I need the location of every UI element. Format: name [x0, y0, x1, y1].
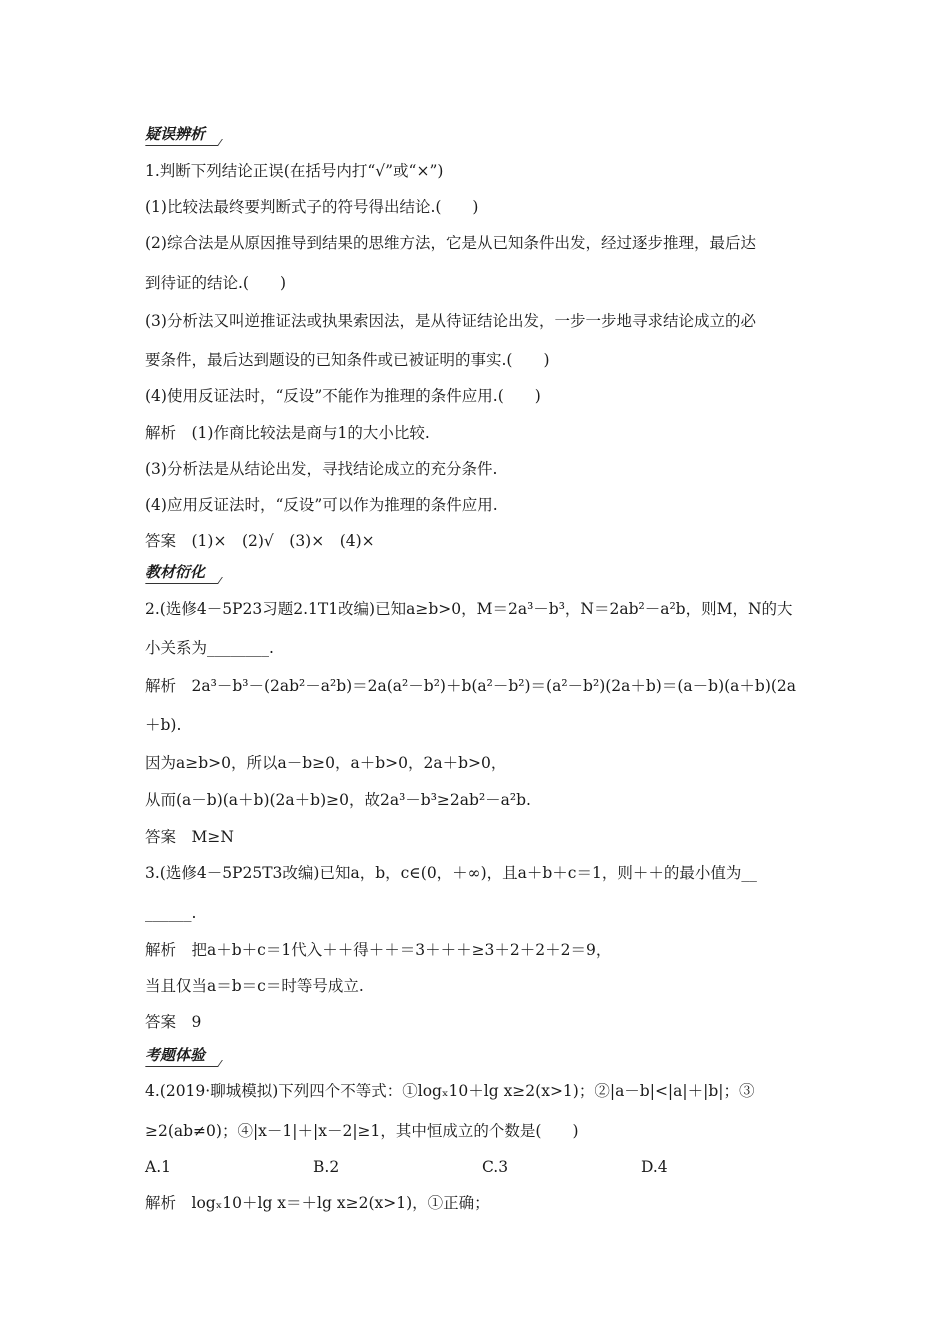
analysis-2-derivation-end: ＋b). [145, 716, 182, 734]
option-d: D.4 [641, 1158, 668, 1176]
heading-underline-decoration [145, 139, 223, 146]
statement-3-continued: 要条件，最后达到题设的已知条件或已被证明的事实.( ) [145, 351, 550, 369]
question-2-blank: 小关系为________. [145, 639, 274, 657]
analysis-4-start: 解析 logₓ10＋lg x＝＋lg x≥2(x>1)，①正确； [145, 1194, 490, 1212]
answer-1: 答案 (1)× (2)√ (3)× (4)× [145, 532, 375, 550]
analysis-3: (3)分析法是从结论出发，寻找结论成立的充分条件. [145, 460, 498, 478]
analysis-1: 解析 (1)作商比较法是商与1的大小比较. [145, 424, 430, 442]
question-3-blank: ______. [145, 904, 197, 922]
statement-1: (1)比较法最终要判断式子的符号得出结论.( ) [145, 198, 479, 216]
answer-3: 答案 9 [145, 1013, 202, 1031]
option-c: C.3 [482, 1158, 509, 1176]
section-heading-errors: 疑误辨析 [145, 124, 205, 144]
statement-4: (4)使用反证法时，“反设”不能作为推理的条件应用.( ) [145, 387, 541, 405]
option-b: B.2 [313, 1158, 340, 1176]
statement-2-continued: 到待证的结论.( ) [145, 274, 287, 292]
analysis-2-derivation: 解析 2a³－b³－(2ab²－a²b)＝2a(a²－b²)＋b(a²－b²)＝(a²－b²)(2a＋b)＝(a－b)(a＋b)(2a [145, 677, 797, 695]
analysis-3-equality: 当且仅当a＝b＝c＝时等号成立. [145, 977, 364, 995]
section-heading-textbook: 教材衍化 [145, 562, 205, 582]
question-2-stem: 2.(选修4－5P23习题2.1T1改编)已知a≥b>0，M＝2a³－b³，N＝2ab²－a²b，则M，N的大 [145, 600, 793, 618]
heading-underline-decoration [145, 1060, 223, 1067]
heading-underline-decoration [145, 577, 223, 584]
statement-3: (3)分析法又叫逆推证法或执果索因法，是从待证结论出发，一步一步地寻求结论成立的必 [145, 312, 756, 330]
option-a: A.1 [145, 1158, 171, 1176]
answer-2: 答案 M≥N [145, 828, 234, 846]
question-3-stem: 3.(选修4－5P25T3改编)已知a，b，c∈(0，＋∞)，且a＋b＋c＝1，则＋＋的最小值为__ [145, 864, 757, 882]
question-4-stem: 4.(2019·聊城模拟)下列四个不等式：①logₓ10＋lg x≥2(x>1)；②|a－b|<|a|＋|b|；③ [145, 1082, 755, 1100]
analysis-4: (4)应用反证法时，“反设”可以作为推理的条件应用. [145, 496, 498, 514]
question-4-stem-continued: ≥2(ab≠0)；④|x－1|＋|x－2|≥1，其中恒成立的个数是( ) [145, 1122, 579, 1140]
section-heading-exam: 考题体验 [145, 1045, 205, 1065]
analysis-2-conclusion: 从而(a－b)(a＋b)(2a＋b)≥0，故2a³－b³≥2ab²－a²b. [145, 791, 531, 809]
analysis-2-reason: 因为a≥b>0，所以a－b≥0，a＋b>0，2a＋b>0， [145, 754, 507, 772]
question-1-stem: 1.判断下列结论正误(在括号内打“√”或“×”) [145, 162, 444, 180]
analysis-3-derivation: 解析 把a＋b＋c＝1代入＋＋得＋＋＝3＋＋＋≥3＋2＋2＋2＝9， [145, 941, 612, 959]
statement-2: (2)综合法是从原因推导到结果的思维方法，它是从已知条件出发，经过逐步推理，最后达 [145, 234, 756, 252]
